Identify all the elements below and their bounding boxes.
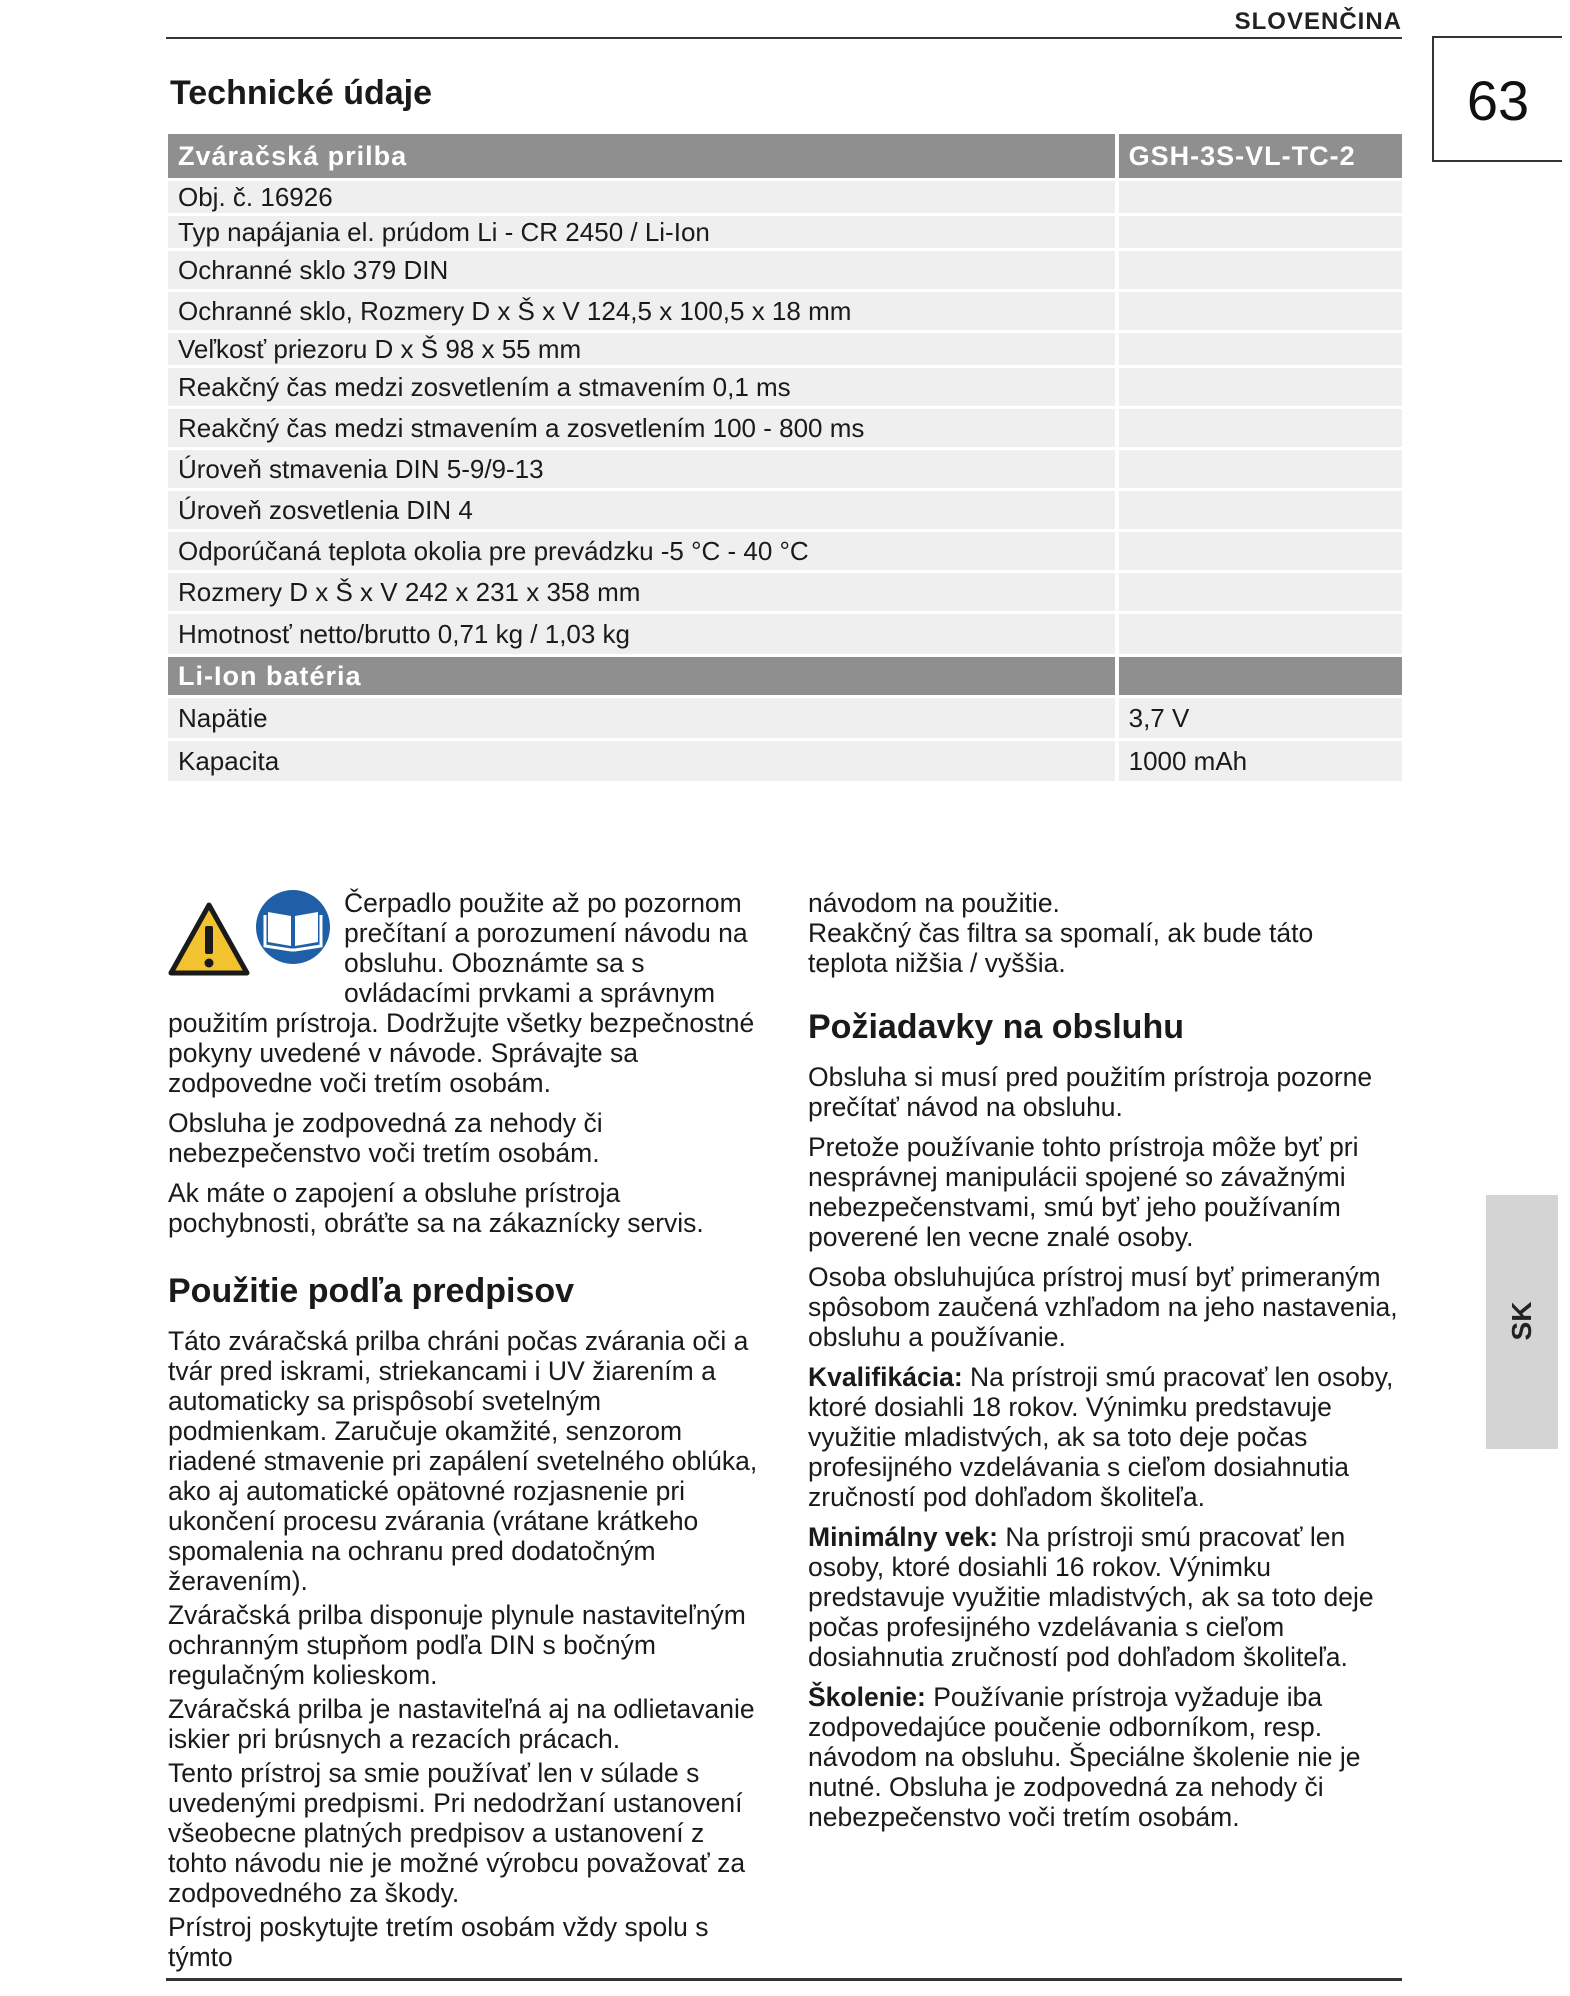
paragraph: návodom na použitie. [808, 888, 1060, 918]
page-number: 63 [1466, 69, 1530, 132]
table-row [168, 251, 1402, 289]
table-cell-empty [1119, 292, 1402, 330]
warning-triangle-icon [168, 902, 250, 976]
top-rule [166, 37, 1402, 39]
qualification-text: Na prístroji smú pracovať len osoby, ktoré dosiahli 18 rokov. Výnimku predstavuje využitie mladistvých, ak sa toto deje počas profesijného vzdelávania s cieľom dosiahnutia zručností pod dohľadom školiteľa. [808, 1362, 1394, 1512]
language-side-tab-label: SK [1506, 1301, 1537, 1341]
table-cell-empty [1119, 573, 1402, 611]
right-column [808, 888, 1400, 1842]
paragraph: Ak máte o zapojení a obsluhe prístroja pochybnosti, obráťte sa na zákaznícky servis. [168, 1178, 704, 1238]
table-cell-empty [1119, 333, 1402, 365]
table-cell: Ochranné sklo, Rozmery D x Š x V 124,5 x 100,5 x 18 mm [168, 292, 1119, 330]
table-cell-empty [1119, 181, 1402, 213]
paragraph: Táto zváračská prilba chráni počas zvárania oči a tvár pred iskrami, striekancami i UV žiarením a automaticky sa prispôsobí svetelným podmienkam. Zaručuje okamžité, senzorom riadené stmavenie pri zapálení svetelného oblúka, ako aj automatické opätovné rozjasnenie pri ukončení procesu zvárania (vrátane krátkeho spomalenia na ochranu pred dodatočným žeravením). [168, 1326, 758, 1596]
paragraph: Obsluha je zodpovedná za nehody či nebezpečenstvo voči tretím osobám. [168, 1108, 603, 1168]
table-row [168, 450, 1402, 488]
table-cell: Reakčný čas medzi stmavením a zosvetlením 100 - 800 ms [168, 409, 1119, 447]
table-row [168, 573, 1402, 611]
training-label: Školenie: [808, 1682, 926, 1712]
paragraph: Pretože používanie tohto prístroja môže byť pri nesprávnej manipulácii spojené so závažnými nebezpečenstvami, smú byť jeho používaním poverené len vecne znalé osoby. [808, 1132, 1359, 1252]
safety-icons [168, 888, 336, 998]
language-side-tab [1486, 1195, 1558, 1449]
section-title: Technické údaje [170, 74, 433, 112]
battery-header-label: Li-Ion batéria [168, 657, 1119, 695]
paragraph: Zváračská prilba je nastaviteľná aj na odlietavanie iskier pri brúsnych a rezacích prácach. [168, 1694, 755, 1754]
minimum-age-paragraph [808, 1522, 1400, 1672]
table-cell: Reakčný čas medzi zosvetlením a stmavením 0,1 ms [168, 368, 1119, 406]
table-cell: Obj. č. 16926 [168, 181, 1119, 213]
minimum-age-label: Minimálny vek: [808, 1522, 998, 1552]
table-row [168, 491, 1402, 529]
table-row [168, 181, 1402, 213]
table-cell-empty [1119, 491, 1402, 529]
bottom-rule [166, 1978, 1402, 1981]
battery-value: 1000 mAh [1119, 741, 1402, 781]
battery-header-row [168, 657, 1402, 695]
paragraph: Tento prístroj sa smie používať len v súlade s uvedenými predpismi. Pri nedodržaní ustanovení všeobecne platných predpisov a ustanovení z tohto návodu nie je možné výrobcu považovať za zodpovedného za škody. [168, 1758, 746, 1908]
table-cell-empty [1119, 450, 1402, 488]
table-row [168, 532, 1402, 570]
intro-paragraph: Čerpadlo použite až po pozornom prečítaní a porozumení návodu na obsluhu. Oboznámte sa s ovládacími prvkami a správnym použitím prístroja. Dodržujte všetky bezpečnostné pokyny uvedené v návode. Správajte sa zodpovedne voči tretím osobám. [168, 888, 755, 1098]
paragraph: Reakčný čas filtra sa spomalí, ak bude táto teplota nižšia / vyššia. [808, 918, 1314, 978]
table-cell-empty [1119, 216, 1402, 248]
table-row [168, 614, 1402, 654]
paragraph: Osoba obsluhujúca prístroj musí byť primeraným spôsobom zaučená vzhľadom na jeho nastavenia, obsluhu a používanie. [808, 1262, 1398, 1352]
table-cell: Veľkosť priezoru D x Š 98 x 55 mm [168, 333, 1119, 365]
training-text: Používanie prístroja vyžaduje iba zodpovedajúce poučenie odborníkom, resp. návodom na obsluhu. Špeciálne školenie nie je nutné. Obsluha je zodpovedná za nehody či nebezpečenstvo voči tretím osobám. [808, 1682, 1361, 1832]
battery-header-empty [1119, 657, 1402, 695]
table-header-label: Zváračská prilba [168, 134, 1119, 178]
left-column [168, 888, 758, 1982]
qualification-label: Kvalifikácia: [808, 1362, 963, 1392]
minimum-age-text: Na prístroji smú pracovať len osoby, ktoré dosiahli 16 rokov. Výnimku predstavuje využitie mladistvých, ak sa toto deje počas profesijného vzdelávania s cieľom dosiahnutia zručností pod dohľadom školiteľa. [808, 1522, 1374, 1672]
table-row [168, 216, 1402, 248]
page-number-box [1432, 36, 1562, 162]
language-label: SLOVENČINA [1234, 8, 1402, 35]
table-cell: Úroveň stmavenia DIN 5-9/9-13 [168, 450, 1119, 488]
battery-value: 3,7 V [1119, 698, 1402, 738]
paragraph: Zváračská prilba disponuje plynule nastaviteľným ochranným stupňom podľa DIN s bočným regulačným kolieskom. [168, 1600, 746, 1690]
table-cell: Úroveň zosvetlenia DIN 4 [168, 491, 1119, 529]
battery-label: Kapacita [168, 741, 1119, 781]
qualification-paragraph [808, 1362, 1400, 1512]
spec-table [168, 131, 1402, 784]
table-cell: Rozmery D x Š x V 242 x 231 x 358 mm [168, 573, 1119, 611]
table-row [168, 409, 1402, 447]
table-cell-empty [1119, 368, 1402, 406]
table-cell: Hmotnosť netto/brutto 0,71 kg / 1,03 kg [168, 614, 1119, 654]
training-paragraph [808, 1682, 1400, 1832]
table-header-model: GSH-3S-VL-TC-2 [1119, 134, 1402, 178]
heading-operator-requirements: Požiadavky na obsluhu [808, 1008, 1184, 1046]
battery-label: Napätie [168, 698, 1119, 738]
paragraph: Obsluha si musí pred použitím prístroja pozorne prečítať návod na obsluhu. [808, 1062, 1373, 1122]
table-row [168, 368, 1402, 406]
table-header-row [168, 134, 1402, 178]
table-row [168, 292, 1402, 330]
read-manual-icon [254, 888, 332, 966]
table-row [168, 333, 1402, 365]
table-cell: Ochranné sklo 379 DIN [168, 251, 1119, 289]
battery-row [168, 698, 1402, 738]
table-cell: Odporúčaná teplota okolia pre prevádzku -5 °C - 40 °C [168, 532, 1119, 570]
heading-intended-use: Použitie podľa predpisov [168, 1272, 575, 1310]
table-cell-empty [1119, 409, 1402, 447]
battery-row [168, 741, 1402, 781]
paragraph: Prístroj poskytujte tretím osobám vždy spolu s týmto [168, 1912, 709, 1972]
table-cell-empty [1119, 614, 1402, 654]
table-cell: Typ napájania el. prúdom Li - CR 2450 / Li-Ion [168, 216, 1119, 248]
table-cell-empty [1119, 532, 1402, 570]
table-cell-empty [1119, 251, 1402, 289]
